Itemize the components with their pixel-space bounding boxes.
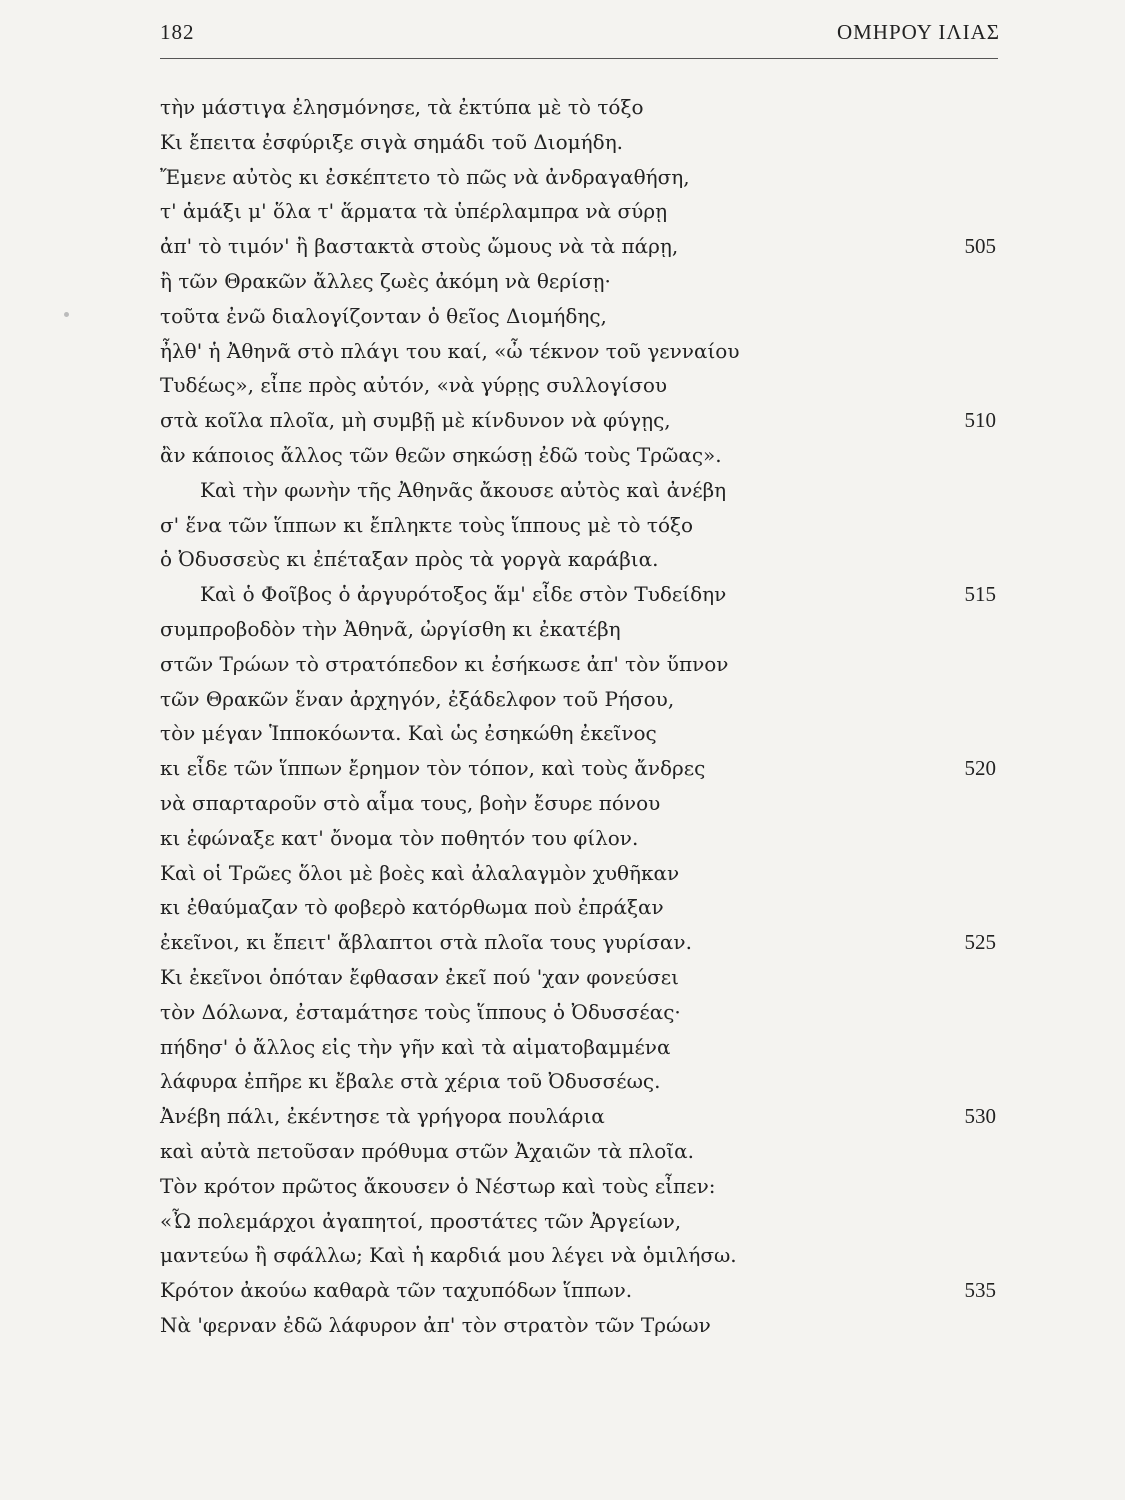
- verse-block: [160, 90, 1000, 1343]
- line-number: 520: [964, 756, 996, 781]
- verse-line: [160, 90, 1000, 125]
- verse-text: σ' ἕνα τῶν ἵππων κι ἔπληκτε τοὺς ἵππους μὲ τὸ τόξο: [160, 512, 694, 537]
- verse-line: [160, 1064, 1000, 1099]
- running-title: ΟΜΗΡΟΥ ΙΛΙΑΣ: [836, 20, 1000, 44]
- verse-text: τ' ἁμάξι μ' ὅλα τ' ἅρματα τὰ ὑπέρλαμπρα νὰ σύρῃ: [160, 199, 668, 224]
- verse-text: Ἀνέβη πάλι, ἐκέντησε τὰ γρήγορα πουλάρια: [160, 1104, 605, 1129]
- line-number: 535: [964, 1278, 996, 1303]
- verse-text: λάφυρα ἐπῆρε κι ἔβαλε στὰ χέρια τοῦ Ὀδυσσέως.: [160, 1069, 661, 1094]
- verse-text: τὸν μέγαν Ἱπποκόωντα. Καὶ ὡς ἐσηκώθη ἐκεῖνος: [160, 721, 657, 746]
- verse-line: [160, 751, 1000, 786]
- verse-text: ἀπ' τὸ τιμόν' ἢ βαστακτὰ στοὺς ὤμους νὰ τὰ πάρῃ,: [160, 234, 679, 259]
- verse-line: [160, 403, 1000, 438]
- verse-text: ἐκεῖνοι, κι ἔπειτ' ἄβλαπτοι στὰ πλοῖα τους γυρίσαν.: [160, 930, 692, 955]
- verse-line: [160, 194, 1000, 229]
- line-number: 525: [964, 930, 996, 955]
- verse-line: [160, 229, 1000, 264]
- verse-text: Ἔμενε αὐτὸς κι ἐσκέπτετο τὸ πῶς νὰ ἀνδραγαθήση,: [160, 164, 690, 189]
- verse-text: Κρότον ἀκούω καθαρὰ τῶν ταχυπόδων ἵππων.: [160, 1278, 633, 1303]
- page-header: [160, 20, 1000, 50]
- verse-line: [160, 682, 1000, 717]
- verse-text: στὰ κοῖλα πλοῖα, μὴ συμβῇ μὲ κίνδυνον νὰ φύγῃς,: [160, 408, 671, 433]
- verse-text: κι ἐθαύμαζαν τὸ φοβερὸ κατόρθωμα ποὺ ἐπράξαν: [160, 895, 664, 920]
- verse-line: [160, 821, 1000, 856]
- verse-line: [160, 1099, 1000, 1134]
- line-number: 505: [964, 234, 996, 259]
- verse-line: [160, 542, 1000, 577]
- verse-text: Νὰ 'φερναν ἐδῶ λάφυρον ἀπ' τὸν στρατὸν τῶν Τρώων: [160, 1312, 711, 1337]
- page-number: 182: [160, 20, 195, 44]
- verse-text: νὰ σπαρταροῦν στὸ αἷμα τους, βοὴν ἔσυρε πόνου: [160, 790, 661, 815]
- verse-line: [160, 890, 1000, 925]
- verse-text: πήδησ' ὁ ἄλλος εἰς τὴν γῆν καὶ τὰ αἱματοβαμμένα: [160, 1034, 671, 1059]
- verse-text: ἦλθ' ἡ Ἀθηνᾶ στὸ πλάγι του καί, «ὦ τέκνον τοῦ γενναίου: [160, 338, 740, 363]
- verse-line: [160, 368, 1000, 403]
- verse-line: [160, 160, 1000, 195]
- verse-text: τοῦτα ἐνῶ διαλογίζονταν ὁ θεῖος Διομήδης,: [160, 303, 607, 328]
- verse-text: τὴν μάστιγα ἐλησμόνησε, τὰ ἐκτύπα μὲ τὸ τόξο: [160, 95, 644, 119]
- verse-line: [160, 995, 1000, 1030]
- verse-line: [160, 438, 1000, 473]
- verse-line: [160, 1169, 1000, 1204]
- verse-line: [160, 125, 1000, 160]
- verse-text: τῶν Θρακῶν ἕναν ἀρχηγόν, ἐξάδελφον τοῦ Ρήσου,: [160, 686, 675, 711]
- verse-line: [160, 1238, 1000, 1273]
- verse-line: [160, 786, 1000, 821]
- verse-line: [160, 925, 1000, 960]
- verse-line: [160, 856, 1000, 891]
- verse-line: [160, 299, 1000, 334]
- verse-line: [160, 1204, 1000, 1239]
- verse-text: ὁ Ὀδυσσεὺς κι ἐπέταξαν πρὸς τὰ γοργὰ καράβια.: [160, 547, 659, 572]
- verse-text: Κι ἔπειτα ἐσφύριξε σιγὰ σημάδι τοῦ Διομήδη.: [160, 129, 624, 154]
- verse-line: [160, 508, 1000, 543]
- line-number: 510: [964, 408, 996, 433]
- verse-line: [160, 473, 1000, 508]
- verse-text: κι εἶδε τῶν ἵππων ἔρημον τὸν τόπον, καὶ τοὺς ἄνδρες: [160, 756, 706, 781]
- verse-text: ἢ τῶν Θρακῶν ἄλλες ζωὲς ἀκόμη νὰ θερίσῃ·: [160, 268, 611, 293]
- verse-text: Τὸν κρότον πρῶτος ἄκουσεν ὁ Νέστωρ καὶ τοὺς εἶπεν:: [160, 1173, 716, 1198]
- header-rule: [160, 58, 998, 59]
- line-number: 530: [964, 1104, 996, 1129]
- verse-text: Κι ἐκεῖνοι ὁπόταν ἔφθασαν ἐκεῖ πού 'χαν φονεύσει: [160, 964, 679, 989]
- margin-dot: [64, 312, 69, 317]
- verse-text: μαντεύω ἢ σφάλλω; Καὶ ἡ καρδιά μου λέγει νὰ ὁμιλήσω.: [160, 1243, 737, 1268]
- verse-line: [160, 1030, 1000, 1065]
- verse-line: [160, 612, 1000, 647]
- verse-line: [160, 1308, 1000, 1343]
- verse-text: συμπροβοδὸν τὴν Ἀθηνᾶ, ὠργίσθη κι ἐκατέβη: [160, 616, 621, 641]
- line-number: 515: [964, 582, 996, 607]
- verse-line: [160, 647, 1000, 682]
- verse-line: [160, 264, 1000, 299]
- verse-text: «Ὦ πολεμάρχοι ἀγαπητοί, προστάτες τῶν Ἀργείων,: [160, 1208, 682, 1233]
- verse-text: Καὶ ὁ Φοῖβος ὁ ἀργυρότοξος ἅμ' εἶδε στὸν Τυδείδην: [200, 582, 727, 607]
- verse-text: στῶν Τρώων τὸ στρατόπεδον κι ἐσήκωσε ἀπ' τὸν ὕπνον: [160, 651, 729, 676]
- verse-text: ἂν κάποιος ἄλλος τῶν θεῶν σηκώσῃ ἐδῶ τοὺς Τρῶας».: [160, 442, 722, 467]
- verse-text: Τυδέως», εἶπε πρὸς αὐτόν, «νὰ γύρῃς συλλογίσου: [160, 373, 668, 398]
- verse-text: Καὶ τὴν φωνὴν τῆς Ἀθηνᾶς ἄκουσε αὐτὸς καὶ ἀνέβη: [200, 477, 727, 502]
- verse-line: [160, 334, 1000, 369]
- verse-text: κι ἐφώναξε κατ' ὄνομα τὸν ποθητόν του φίλον.: [160, 825, 639, 850]
- verse-text: τὸν Δόλωνα, ἐσταμάτησε τοὺς ἵππους ὁ Ὀδυσσέας·: [160, 999, 681, 1024]
- verse-line: [160, 1134, 1000, 1169]
- verse-line: [160, 960, 1000, 995]
- verse-line: [160, 716, 1000, 751]
- verse-line: [160, 577, 1000, 612]
- verse-line: [160, 1273, 1000, 1308]
- verse-text: Καὶ οἱ Τρῶες ὅλοι μὲ βοὲς καὶ ἀλαλαγμὸν χυθῆκαν: [160, 860, 680, 885]
- verse-text: καὶ αὐτὰ πετοῦσαν πρόθυμα στῶν Ἀχαιῶν τὰ πλοῖα.: [160, 1138, 695, 1163]
